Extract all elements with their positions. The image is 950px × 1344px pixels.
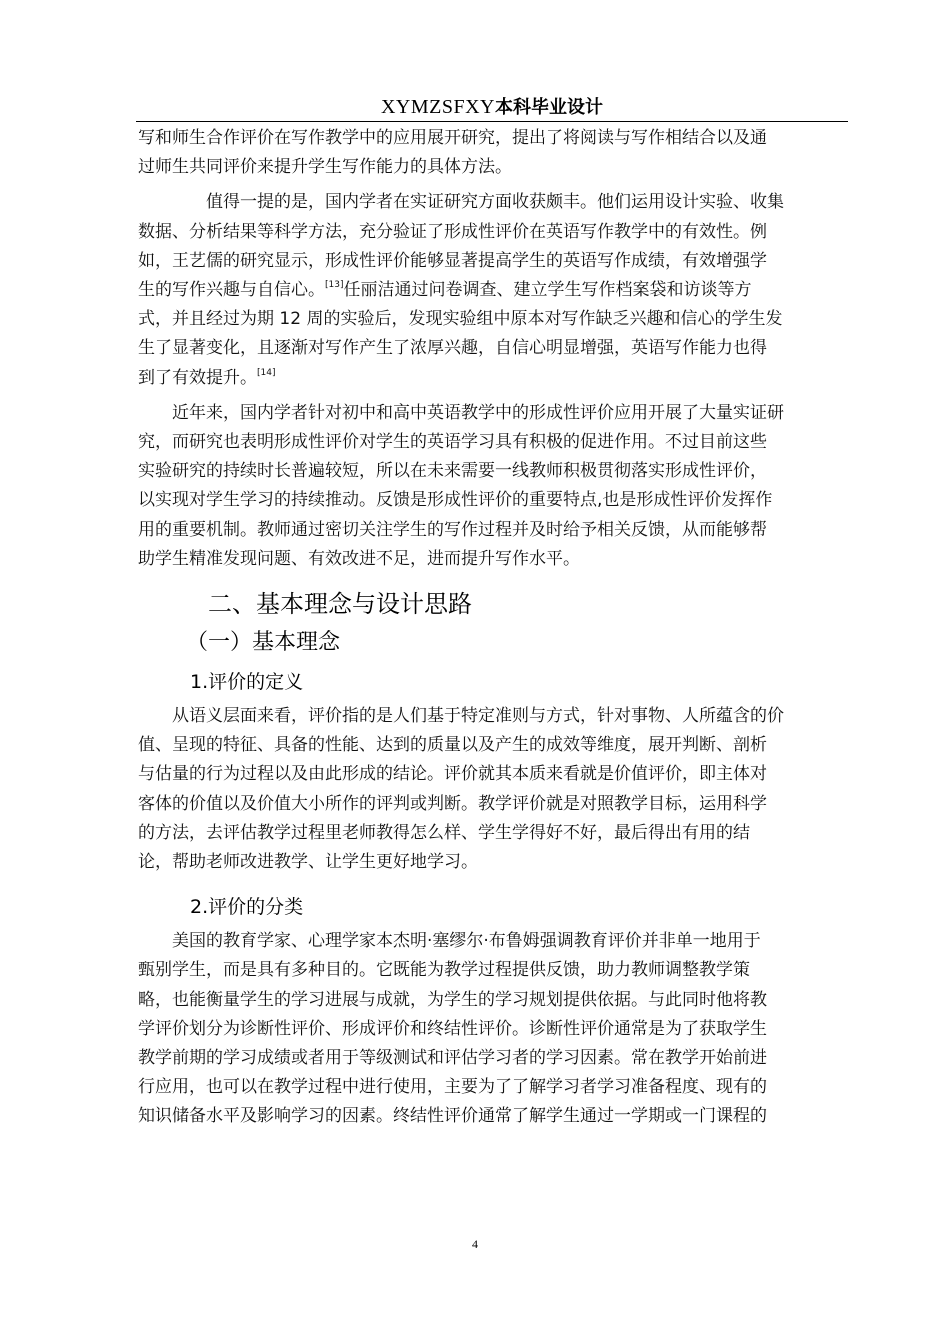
- header-title-en: XYMZSFXY: [380, 96, 496, 118]
- subsubsection-heading-definition: 1.评价的定义: [190, 671, 304, 694]
- text-line: 如，王艺儒的研究显示，形成性评价能够显著提高学生的英语写作成绩，有效增强学: [138, 250, 767, 271]
- text-line: 究，而研究也表明形成性评价对学生的英语学习具有积极的促进作用。不过目前这些: [138, 432, 767, 453]
- paragraph-1: [138, 124, 856, 182]
- subsection-heading: （一）基本理念: [186, 630, 341, 656]
- page-number: 4: [472, 1237, 478, 1251]
- section-heading: 二、基本理念与设计思路: [208, 590, 472, 619]
- subsubsection-heading-classification: 2.评价的分类: [190, 896, 304, 919]
- text-line: 以实现对学生学习的持续推动。反馈是形成性评价的重要特点,也是形成性评价发挥作: [138, 490, 773, 511]
- text-line: 略，也能衡量学生的学习进展与成就，为学生的学习规划提供依据。与此同时他将教: [138, 989, 767, 1010]
- text-line: 式，并且经过为期 12 周的实验后，发现实验组中原本对写作缺乏兴趣和信心的学生发: [138, 309, 783, 330]
- text-line: 美国的教育学家、心理学家本杰明·塞缪尔·布鲁姆强调教育评价并非单一地用于: [172, 931, 761, 952]
- header-title-cn: 本科毕业设计: [495, 97, 604, 118]
- text-line: 生了显著变化，且逐渐对写作产生了浓厚兴趣，自信心明显增强，英语写作能力也得: [138, 338, 767, 359]
- text-line: 从语义层面来看，评价指的是人们基于特定准则与方式，针对事物、人所蕴含的价: [172, 706, 784, 727]
- text-line: 的方法，去评估教学过程里老师教得怎么样、学生学得好不好，最后得出有用的结: [138, 822, 750, 843]
- text-line: 学评价划分为诊断性评价、形成评价和终结性评价。诊断性评价通常是为了获取学生: [138, 1018, 767, 1039]
- citation-14: [14]: [257, 367, 276, 378]
- paragraph-5: [138, 927, 856, 1131]
- text-line: 用的重要机制。教师通过密切关注学生的写作过程并及时给予相关反馈，从而能够帮: [138, 519, 767, 540]
- text-line: 知识储备水平及影响学习的因素。终结性评价通常了解学生通过一学期或一门课程的: [138, 1106, 767, 1127]
- text-line: 值、呈现的特征、具备的性能、达到的质量以及产生的成效等维度，展开判断、剖析: [138, 735, 767, 756]
- text-line: 与估量的行为过程以及由此形成的结论。评价就其本质来看就是价值评价，即主体对: [138, 764, 767, 785]
- text-fragment: 生的写作兴趣与自信心。: [138, 280, 325, 301]
- citation-13: [13]: [325, 280, 344, 291]
- text-fragment: 到了有效提升。: [138, 367, 257, 388]
- paragraph-4: [138, 702, 856, 877]
- text-line: 近年来，国内学者针对初中和高中英语教学中的形成性评价应用开展了大量实证研: [172, 402, 784, 423]
- text-fragment: 任丽洁通过问卷调查、建立学生写作档案袋和访谈等方: [343, 280, 752, 301]
- text-line: [138, 364, 856, 393]
- header-rule: [136, 121, 848, 122]
- paragraph-3: [138, 399, 856, 574]
- text-line: [138, 276, 856, 305]
- paragraph-2: [138, 188, 856, 392]
- text-line: 论，帮助老师改进教学、让学生更好地学习。: [138, 852, 478, 873]
- text-line: 过师生共同评价来提升学生写作能力的具体方法。: [138, 157, 512, 178]
- text-line: 客体的价值以及价值大小所作的评判或判断。教学评价就是对照教学目标，运用科学: [138, 793, 767, 814]
- page-header: [136, 92, 848, 122]
- text-line: 写和师生合作评价在写作教学中的应用展开研究，提出了将阅读与写作相结合以及通: [138, 128, 767, 148]
- text-line: 助学生精准发现问题、有效改进不足，进而提升写作水平。: [138, 548, 580, 569]
- text-line: 数据、分析结果等科学方法，充分验证了形成性评价在英语写作教学中的有效性。例: [138, 221, 767, 242]
- document-body: [138, 124, 856, 1132]
- text-line: 值得一提的是，国内学者在实证研究方面收获颇丰。他们运用设计实验、收集: [206, 192, 784, 213]
- text-line: 实验研究的持续时长普遍较短，所以在未来需要一线教师积极贯彻落实形成性评价，: [138, 461, 767, 482]
- text-line: 甄别学生，而是具有多种目的。它既能为教学过程提供反馈，助力教师调整教学策: [138, 960, 750, 981]
- text-line: 行应用，也可以在教学过程中进行使用，主要为了了解学习者学习准备程度、现有的: [138, 1077, 767, 1098]
- text-line: 教学前期的学习成绩或者用于等级测试和评估学习者的学习因素。常在教学开始前进: [138, 1048, 767, 1069]
